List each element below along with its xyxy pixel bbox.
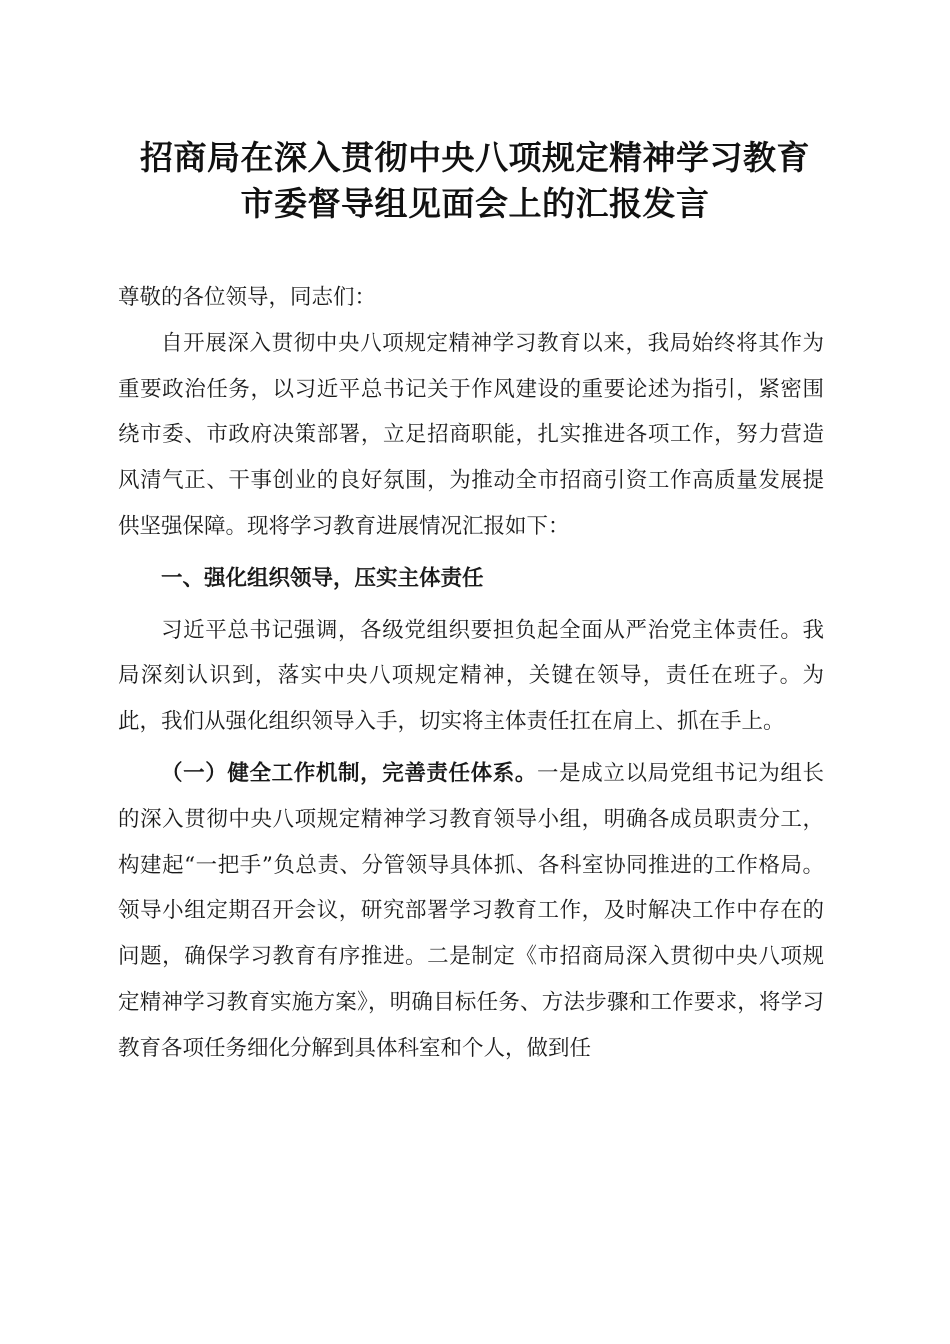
subsection-1-body: 一是成立以局党组书记为组长的深入贯彻中央八项规定精神学习教育领导小组，明确各成员职责分工，构建起“一把手”负总责、分管领导具体抓、各科室协同推进的工作格局。领导小组定期召开会议，研究部署学习教育工作，及时解决工作中存在的问题，确保学习教育有序推进。二是制定《市招商局深入贯彻中央八项规定精神学习教育实施方案》，明确目标任务、方法步骤和工作要求，将学习教育各项任务细化分解到具体科室和个人，做到任 — [118, 760, 824, 1061]
subsection-1-paragraph — [118, 751, 824, 1072]
section-1-heading: 一、强化组织领导，压实主体责任 — [161, 565, 484, 591]
subsection-1-title: （一）健全工作机制，完善责任体系。 — [161, 760, 538, 786]
salutation: 尊敬的各位领导，同志们： — [118, 285, 377, 310]
document-title-line-2: 市委督导组见面会上的汇报发言 — [240, 184, 710, 223]
intro-paragraph: 自开展深入贯彻中央八项规定精神学习教育以来，我局始终将其作为重要政治任务，以习近平总书记关于作风建设的重要论述为指引，紧密围绕市委、市政府决策部署，立足招商职能，扎实推进各项工作，努力营造风清气正、干事创业的良好氛围，为推动全市招商引资工作高质量发展提供坚强保障。现将学习教育进展情况汇报如下： — [118, 330, 824, 539]
document-body — [118, 275, 824, 1072]
section-1-paragraph: 习近平总书记强调，各级党组织要担负起全面从严治党主体责任。我局深刻认识到，落实中央八项规定精神，关键在领导，责任在班子。为此，我们从强化组织领导入手，切实将主体责任扛在肩上、抓在手上。 — [118, 617, 824, 735]
document-title-line-1: 招商局在深入贯彻中央八项规定精神学习教育 — [140, 138, 810, 177]
